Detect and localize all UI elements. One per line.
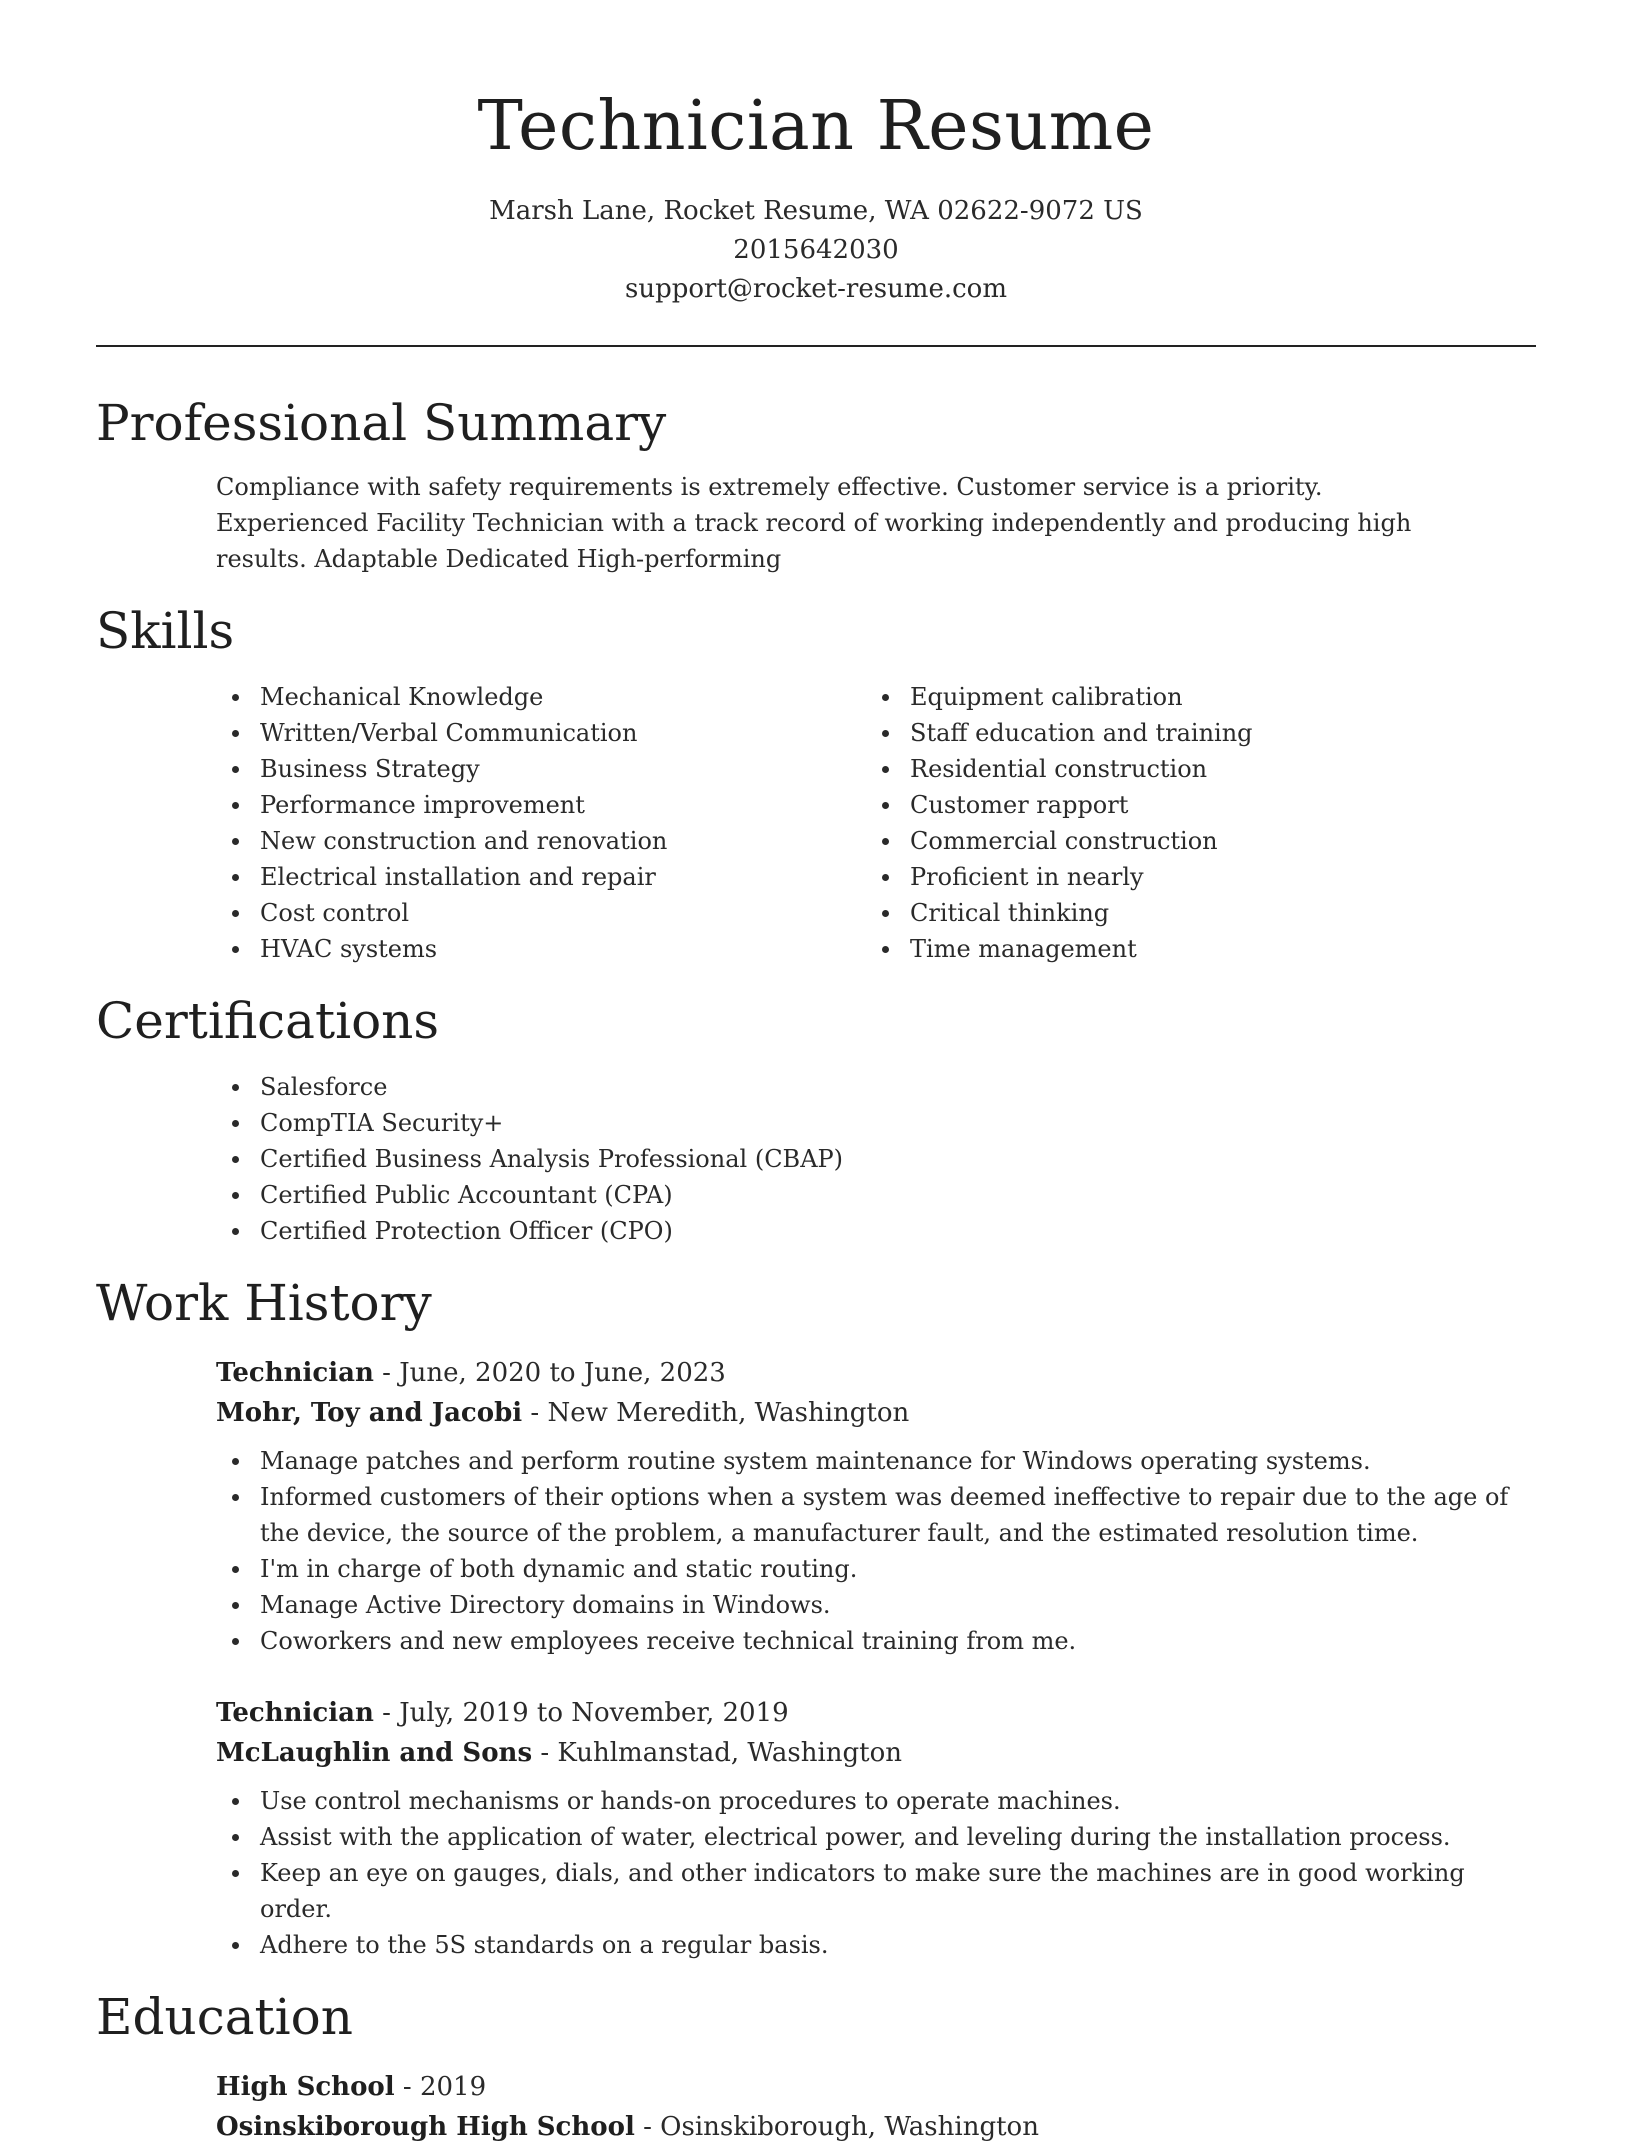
- summary-text: Compliance with safety requirements is extremely effective. Customer service is a priority. Experienced Facility Technician with a track record of working independently and producing high results. Adaptable Dedicated High-performing: [216, 473, 1412, 573]
- list-item: Critical thinking: [746, 895, 1446, 931]
- list-item: Keep an eye on gauges, dials, and other indicators to make sure the machines are in good working order.: [96, 1855, 1536, 1927]
- list-item: Informed customers of their options when a system was deemed ineffective to repair due to the age of the device, the source of the problem, a manufacturer fault, and the estimated resolution time.: [96, 1479, 1536, 1551]
- work-history-section: [96, 1271, 1536, 1963]
- list-item: New construction and renovation: [96, 823, 746, 859]
- list-item: Residential construction: [746, 751, 1446, 787]
- education-title: Education: [96, 1988, 353, 2046]
- certifications-title: Certifications: [96, 992, 440, 1050]
- phone: 2015642030: [733, 235, 899, 265]
- job-entry: [96, 1353, 1536, 1659]
- list-item: I'm in charge of both dynamic and static routing.: [96, 1551, 1536, 1587]
- list-item: Assist with the application of water, electrical power, and leveling during the installation process.: [96, 1819, 1536, 1855]
- job-bullet-list: [96, 1783, 1536, 1963]
- skills-section: [96, 599, 1536, 967]
- certifications-list: [96, 1069, 1536, 1249]
- summary-title: Professional Summary: [96, 394, 667, 452]
- contact-info: [96, 192, 1536, 309]
- education-degree-line: [216, 2067, 1536, 2107]
- education-section: [96, 1985, 1536, 2147]
- education-entry: [96, 2067, 1536, 2147]
- job-company: McLaughlin and Sons: [216, 1738, 533, 1768]
- list-item: Performance improvement: [96, 787, 746, 823]
- list-item: Commercial construction: [746, 823, 1446, 859]
- job-company: Mohr, Toy and Jacobi: [216, 1398, 523, 1428]
- list-item: Proficient in nearly: [746, 859, 1446, 895]
- list-item: Mechanical Knowledge: [96, 679, 746, 715]
- education-degree: High School: [216, 2072, 395, 2102]
- header-divider: [96, 345, 1536, 347]
- job-location: - Kuhlmanstad, Washington: [532, 1738, 903, 1768]
- list-item: Business Strategy: [96, 751, 746, 787]
- list-item: Staff education and training: [746, 715, 1446, 751]
- job-title-line: [216, 1693, 1536, 1733]
- job-title-line: [216, 1353, 1536, 1393]
- certifications-section: [96, 989, 1536, 1249]
- education-year: - 2019: [394, 2072, 487, 2102]
- email: support@rocket-resume.com: [624, 274, 1007, 304]
- list-item: Manage Active Directory domains in Windows.: [96, 1587, 1536, 1623]
- job-location: - New Meredith, Washington: [522, 1398, 910, 1428]
- job-role: Technician: [216, 1358, 374, 1388]
- resume-page: [96, 0, 1536, 2147]
- skills-list-left: [96, 679, 746, 967]
- list-item: Cost control: [96, 895, 746, 931]
- list-item: Electrical installation and repair: [96, 859, 746, 895]
- list-item: Certified Protection Officer (CPO): [96, 1213, 1536, 1249]
- list-item: CompTIA Security+: [96, 1105, 1536, 1141]
- job-company-line: [216, 1393, 1536, 1433]
- job-dates: - July, 2019 to November, 2019: [373, 1698, 789, 1728]
- list-item: Certified Public Accountant (CPA): [96, 1177, 1536, 1213]
- job-company-line: [216, 1733, 1536, 1773]
- skills-grid: [96, 679, 1536, 967]
- list-item: Coworkers and new employees receive technical training from me.: [96, 1623, 1536, 1659]
- skills-column-right: [746, 679, 1446, 967]
- address: Marsh Lane, Rocket Resume, WA 02622-9072 US: [489, 196, 1143, 226]
- work-history-title: Work History: [96, 1274, 432, 1332]
- resume-header: [96, 0, 1536, 309]
- job-entry: [96, 1693, 1536, 1963]
- resume-title: Technician Resume: [477, 87, 1155, 166]
- skills-title: Skills: [96, 602, 235, 660]
- job-role: Technician: [216, 1698, 374, 1728]
- certifications-list-wrap: [96, 1069, 1536, 1249]
- job-bullets: [96, 1443, 1536, 1659]
- education-location: - Osinskiborough, Washington: [634, 2112, 1039, 2142]
- education-school: Osinskiborough High School: [216, 2112, 635, 2142]
- education-school-line: [216, 2107, 1536, 2147]
- job-bullet-list: [96, 1443, 1536, 1659]
- list-item: Customer rapport: [746, 787, 1446, 823]
- list-item: Salesforce: [96, 1069, 1536, 1105]
- list-item: Use control mechanisms or hands-on procedures to operate machines.: [96, 1783, 1536, 1819]
- list-item: Adhere to the 5S standards on a regular basis.: [96, 1927, 1536, 1963]
- summary-section: [96, 391, 1536, 577]
- list-item: Written/Verbal Communication: [96, 715, 746, 751]
- list-item: HVAC systems: [96, 931, 746, 967]
- job-dates: - June, 2020 to June, 2023: [373, 1358, 726, 1388]
- list-item: Certified Business Analysis Professional (CBAP): [96, 1141, 1536, 1177]
- list-item: Manage patches and perform routine system maintenance for Windows operating systems.: [96, 1443, 1536, 1479]
- list-item: Time management: [746, 931, 1446, 967]
- skills-column-left: [96, 679, 746, 967]
- skills-list-right: [746, 679, 1446, 967]
- list-item: Equipment calibration: [746, 679, 1446, 715]
- job-bullets: [96, 1783, 1536, 1963]
